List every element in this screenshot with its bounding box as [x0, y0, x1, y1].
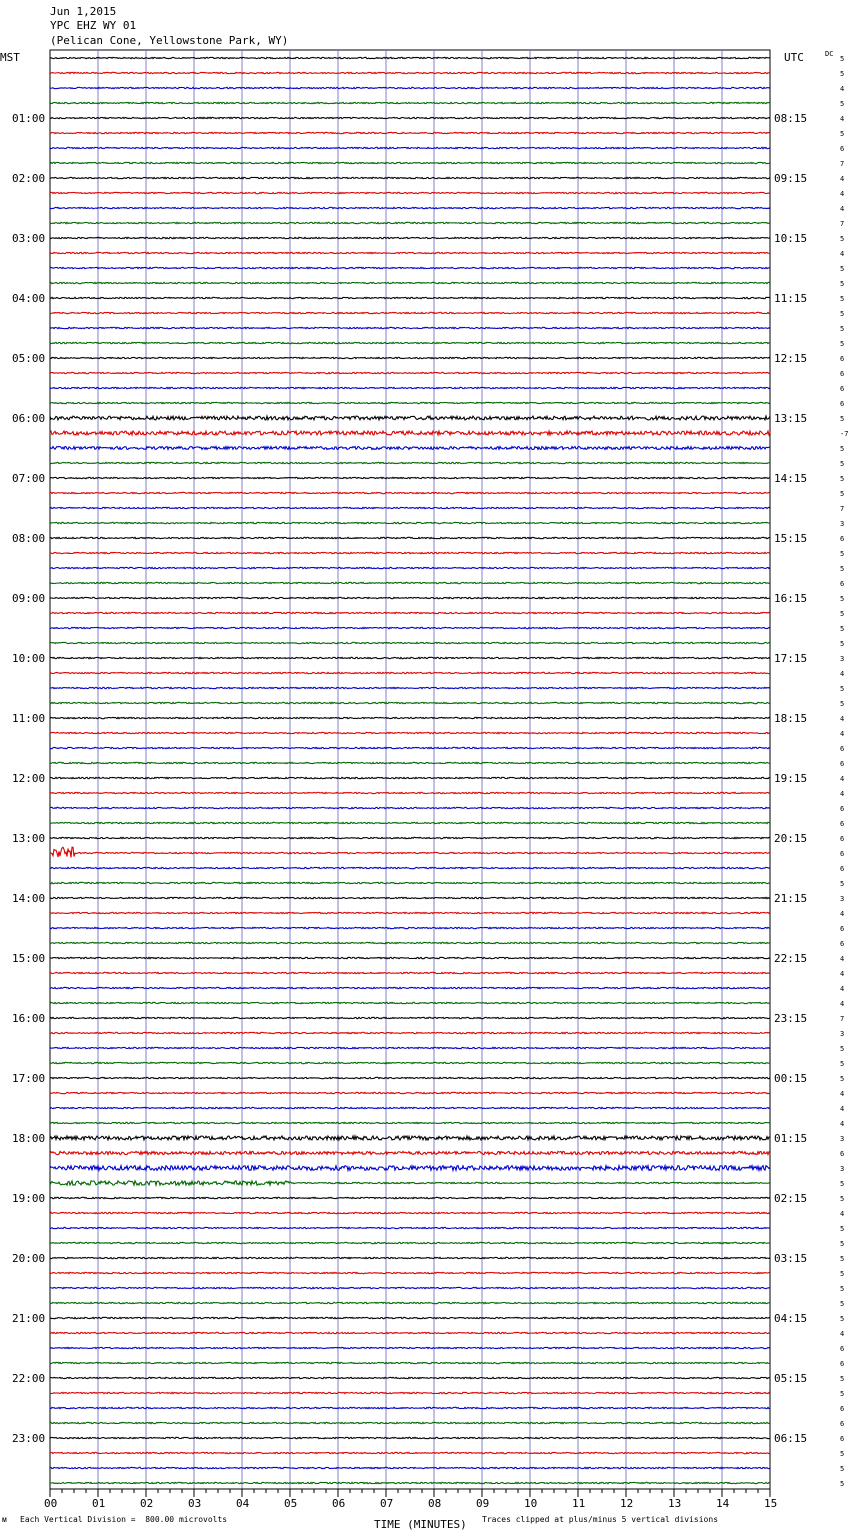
- right-axis-title: UTC: [784, 51, 804, 64]
- dc-offset-label: 5: [840, 460, 845, 468]
- seismic-trace: [50, 567, 770, 568]
- seismic-trace: [50, 1272, 770, 1273]
- seismic-trace: [50, 1181, 770, 1185]
- dc-offset-label: 6: [840, 1435, 845, 1443]
- seismic-trace: [50, 762, 770, 763]
- dc-offset-label: 6: [840, 940, 845, 948]
- seismic-trace: [50, 1422, 770, 1423]
- dc-offset-label: 5: [840, 1270, 845, 1278]
- seismic-trace: [50, 627, 770, 628]
- mst-hour-label: 19:00: [12, 1192, 46, 1205]
- seismic-trace: [50, 1302, 770, 1303]
- dc-offset-label: 6: [840, 370, 845, 378]
- seismic-trace: [50, 132, 770, 133]
- dc-offset-label: 5: [840, 1480, 845, 1488]
- dc-offset-label: 4: [840, 85, 845, 93]
- location-title: (Pelican Cone, Yellowstone Park, WY): [50, 34, 289, 47]
- utc-hour-label: 01:15: [774, 1132, 808, 1145]
- utc-hour-label: 17:15: [774, 652, 808, 665]
- mst-hour-label: 09:00: [12, 592, 46, 605]
- dc-offset-label: 6: [840, 145, 845, 153]
- dc-offset-label: 6: [840, 385, 845, 393]
- dc-offset-label: 5: [840, 640, 845, 648]
- seismic-trace: [50, 1062, 770, 1063]
- dc-offset-label: 6: [840, 760, 845, 768]
- mst-hour-label: 05:00: [12, 352, 46, 365]
- seismic-trace: [50, 222, 770, 223]
- utc-hour-label: 22:15: [774, 952, 808, 965]
- dc-offset-label: 5: [840, 1225, 845, 1233]
- utc-hour-label: 16:15: [774, 592, 808, 605]
- dc-offset-label: -7: [840, 430, 849, 438]
- left-axis-title: MST: [0, 51, 20, 64]
- utc-hour-label: 00:15: [774, 1072, 808, 1085]
- seismic-trace: [50, 687, 770, 688]
- utc-hour-label: 12:15: [774, 352, 808, 365]
- seismic-trace: [50, 57, 770, 58]
- dc-offset-label: 6: [840, 850, 845, 858]
- dc-offset-label: 4: [840, 1330, 845, 1338]
- utc-hour-label: 23:15: [774, 1012, 808, 1025]
- dc-offset-label: 3: [840, 1135, 845, 1143]
- seismic-trace: [50, 1332, 770, 1333]
- seismic-trace: [50, 642, 770, 643]
- x-axis: [44, 1489, 777, 1510]
- seismic-trace: [50, 447, 770, 450]
- mst-hour-label: 22:00: [12, 1372, 46, 1385]
- seismic-trace: [50, 1377, 770, 1378]
- dc-offset-label: 5: [840, 70, 845, 78]
- seismic-trace: [50, 612, 770, 613]
- dc-offset-label: 6: [840, 580, 845, 588]
- mst-hour-label: 01:00: [12, 112, 46, 125]
- seismic-trace: [50, 597, 770, 598]
- clip-note: Traces clipped at plus/minus 5 vertical divisions: [482, 1515, 719, 1524]
- x-tick-label: 04: [236, 1497, 250, 1510]
- dc-offset-label: 7: [840, 220, 845, 228]
- dc-offset-label: 4: [840, 790, 845, 798]
- seismic-trace: [50, 702, 770, 703]
- dc-offset-label: 4: [840, 1105, 845, 1113]
- seismic-trace: [50, 297, 770, 298]
- seismic-trace: [50, 552, 770, 553]
- dc-offset-label: 4: [840, 985, 845, 993]
- dc-offset-label: 6: [840, 835, 845, 843]
- dc-offset-label: 5: [840, 1240, 845, 1248]
- seismic-trace: [50, 847, 770, 857]
- dc-offset-label: 5: [840, 685, 845, 693]
- dc-offset-label: 5: [840, 415, 845, 423]
- dc-offset-label: 6: [840, 1420, 845, 1428]
- dc-offset-label: 4: [840, 190, 845, 198]
- dc-offset-label: 4: [840, 1090, 845, 1098]
- seismic-trace: [50, 882, 770, 883]
- dc-offset-label: 7: [840, 1015, 845, 1023]
- mst-hour-label: 20:00: [12, 1252, 46, 1265]
- seismic-trace: [50, 1151, 770, 1154]
- seismic-trace: [50, 1392, 770, 1393]
- x-tick-label: 06: [332, 1497, 346, 1510]
- seismic-trace: [50, 282, 770, 283]
- dc-offset-label: 4: [840, 1210, 845, 1218]
- utc-hour-label: 21:15: [774, 892, 808, 905]
- date-title: Jun 1,2015: [50, 5, 117, 18]
- mst-hour-label: 17:00: [12, 1072, 46, 1085]
- x-tick-label: 03: [188, 1497, 202, 1510]
- seismic-trace: [50, 1287, 770, 1288]
- dc-offset-label: 3: [840, 895, 845, 903]
- seismic-trace: [50, 1092, 770, 1093]
- x-tick-label: 10: [524, 1497, 538, 1510]
- dc-offset-label: 5: [840, 565, 845, 573]
- dc-offset-label: 5: [840, 490, 845, 498]
- dc-offset-label: 4: [840, 775, 845, 783]
- dc-offset-label: 5: [840, 130, 845, 138]
- seismic-trace: [50, 957, 770, 958]
- seismic-trace: [50, 1362, 770, 1363]
- dc-offset-label: 5: [840, 625, 845, 633]
- dc-offset-label: 5: [840, 1390, 845, 1398]
- seismic-trace: [50, 372, 770, 373]
- seismic-trace: [50, 72, 770, 73]
- x-tick-label: 13: [668, 1497, 682, 1510]
- seismic-trace: [50, 537, 770, 538]
- seismic-trace: [50, 927, 770, 928]
- dc-offset-label: 3: [840, 655, 845, 663]
- mst-hour-label: 16:00: [12, 1012, 46, 1025]
- dc-offset-label: 4: [840, 730, 845, 738]
- x-tick-label: 14: [716, 1497, 730, 1510]
- dc-offset-label: 5: [840, 295, 845, 303]
- x-tick-label: 12: [620, 1497, 634, 1510]
- seismic-trace: [50, 1347, 770, 1348]
- seismic-trace: [50, 1212, 770, 1213]
- dc-offset-label: 3: [840, 1165, 845, 1173]
- seismic-trace: [50, 462, 770, 463]
- mst-hour-label: 12:00: [12, 772, 46, 785]
- x-tick-label: 11: [572, 1497, 586, 1510]
- mst-hour-label: 06:00: [12, 412, 46, 425]
- seismic-trace: [50, 1452, 770, 1453]
- mst-hour-label: 23:00: [12, 1432, 46, 1445]
- utc-hour-label: 20:15: [774, 832, 808, 845]
- seismic-trace: [50, 1257, 770, 1258]
- dc-offset-label: 4: [840, 1000, 845, 1008]
- dc-offset-label: 4: [840, 175, 845, 183]
- seismic-trace: [50, 807, 770, 808]
- seismic-trace: [50, 792, 770, 793]
- utc-hour-label: 15:15: [774, 532, 808, 545]
- mst-hour-label: 07:00: [12, 472, 46, 485]
- seismic-trace: [50, 897, 770, 898]
- seismic-trace: [50, 102, 770, 103]
- dc-offset-label: 6: [840, 1405, 845, 1413]
- utc-hour-label: 05:15: [774, 1372, 808, 1385]
- seismic-trace: [50, 431, 770, 435]
- seismic-trace: [50, 342, 770, 343]
- x-tick-label: 15: [764, 1497, 778, 1510]
- dc-offset-label: 5: [840, 1195, 845, 1203]
- x-tick-label: 09: [476, 1497, 490, 1510]
- x-tick-label: 05: [284, 1497, 298, 1510]
- utc-hour-label: 02:15: [774, 1192, 808, 1205]
- utc-hour-label: 19:15: [774, 772, 808, 785]
- seismic-trace: [50, 1077, 770, 1078]
- seismic-trace: [50, 942, 770, 943]
- dc-offset-label: 6: [840, 355, 845, 363]
- seismic-trace: [50, 177, 770, 178]
- dc-offset-label: 5: [840, 265, 845, 273]
- dc-offset-label: 4: [840, 955, 845, 963]
- seismic-trace: [50, 1107, 770, 1108]
- dc-offset-label: 4: [840, 115, 845, 123]
- seismic-trace: [50, 717, 770, 718]
- dc-offset-label: 5: [840, 475, 845, 483]
- utc-hour-label: 14:15: [774, 472, 808, 485]
- x-tick-label: 08: [428, 1497, 442, 1510]
- dc-offset-label: 5: [840, 1045, 845, 1053]
- dc-offset-label: 6: [840, 865, 845, 873]
- dc-offset-label: 6: [840, 1360, 845, 1368]
- dc-offset-label: 7: [840, 505, 845, 513]
- seismic-trace: [50, 357, 770, 358]
- seismic-trace: [50, 1166, 770, 1171]
- dc-offset-label: 3: [840, 1030, 845, 1038]
- utc-hour-label: 18:15: [774, 712, 808, 725]
- dc-offset-label: 7: [840, 160, 845, 168]
- seismic-trace: [50, 312, 770, 313]
- dc-offset-label: 6: [840, 820, 845, 828]
- seismic-trace: [50, 402, 770, 403]
- dc-offset-label: 5: [840, 340, 845, 348]
- dc-offset-label: 5: [840, 310, 845, 318]
- seismic-trace: [50, 1136, 770, 1140]
- utc-hour-label: 09:15: [774, 172, 808, 185]
- mst-hour-label: 18:00: [12, 1132, 46, 1145]
- utc-hour-label: 03:15: [774, 1252, 808, 1265]
- utc-hour-label: 13:15: [774, 412, 808, 425]
- dc-offset-label: 6: [840, 745, 845, 753]
- seismic-trace: [50, 1197, 770, 1198]
- seismic-trace: [50, 252, 770, 253]
- dc-title: DC: [825, 50, 834, 58]
- seismic-trace: [50, 1242, 770, 1243]
- dc-offset-label: 5: [840, 1465, 845, 1473]
- dc-offset-label: 4: [840, 910, 845, 918]
- seismic-trace: [50, 522, 770, 523]
- mst-hour-label: 02:00: [12, 172, 46, 185]
- dc-offset-label: 5: [840, 610, 845, 618]
- seismic-trace: [50, 1482, 770, 1483]
- dc-offset-label: 5: [840, 1375, 845, 1383]
- seismic-trace: [50, 416, 770, 420]
- seismic-trace: [50, 237, 770, 238]
- seismic-trace: [50, 837, 770, 838]
- seismic-trace: [50, 1227, 770, 1228]
- division-note: Each Vertical Division = 800.00 microvolts: [20, 1515, 228, 1524]
- dc-offset-label: 6: [840, 805, 845, 813]
- x-tick-label: 00: [44, 1497, 58, 1510]
- mst-hour-label: 10:00: [12, 652, 46, 665]
- mst-hour-label: 13:00: [12, 832, 46, 845]
- dc-offset-label: 6: [840, 400, 845, 408]
- dc-offset-label: 5: [840, 1060, 845, 1068]
- mst-hour-label: 15:00: [12, 952, 46, 965]
- mst-hour-label: 03:00: [12, 232, 46, 245]
- dc-offset-label: 6: [840, 1150, 845, 1158]
- dc-offset-label: 5: [840, 700, 845, 708]
- seismic-trace: [50, 1437, 770, 1438]
- x-tick-label: 07: [380, 1497, 394, 1510]
- x-tick-label: 02: [140, 1497, 154, 1510]
- utc-hour-label: 10:15: [774, 232, 808, 245]
- seismic-trace: [50, 192, 770, 193]
- dc-offset-label: 5: [840, 1075, 845, 1083]
- dc-offset-label: 4: [840, 970, 845, 978]
- seismic-trace: [50, 1317, 770, 1318]
- footer-marker: ᴍ: [2, 1515, 7, 1524]
- seismic-trace: [50, 672, 770, 673]
- dc-offset-label: 6: [840, 925, 845, 933]
- dc-offset-label: 6: [840, 535, 845, 543]
- seismic-trace: [50, 492, 770, 493]
- seismic-trace: [50, 732, 770, 733]
- seismic-trace: [50, 822, 770, 823]
- dc-offset-label: 5: [840, 1450, 845, 1458]
- seismic-trace: [50, 327, 770, 328]
- seismic-trace: [50, 1122, 770, 1123]
- seismic-trace: [50, 867, 770, 868]
- seismic-trace: [50, 1047, 770, 1048]
- dc-offset-label: 4: [840, 715, 845, 723]
- dc-offset-label: 4: [840, 670, 845, 678]
- dc-offset-label: 5: [840, 1300, 845, 1308]
- dc-offset-label: 5: [840, 235, 845, 243]
- dc-offset-label: 5: [840, 325, 845, 333]
- mst-hour-label: 04:00: [12, 292, 46, 305]
- utc-hour-label: 11:15: [774, 292, 808, 305]
- seismic-trace: [50, 1407, 770, 1408]
- utc-hour-label: 06:15: [774, 1432, 808, 1445]
- seismic-trace: [50, 507, 770, 508]
- trace-group: [50, 55, 848, 1488]
- utc-hour-label: 04:15: [774, 1312, 808, 1325]
- seismic-trace: [50, 87, 770, 88]
- dc-offset-label: 5: [840, 1180, 845, 1188]
- utc-hour-label: 08:15: [774, 112, 808, 125]
- mst-hour-label: 14:00: [12, 892, 46, 905]
- seismic-trace: [50, 477, 770, 478]
- dc-offset-label: 5: [840, 550, 845, 558]
- mst-hour-label: 11:00: [12, 712, 46, 725]
- dc-offset-label: 5: [840, 595, 845, 603]
- seismic-trace: [50, 1002, 770, 1003]
- mst-hour-label: 21:00: [12, 1312, 46, 1325]
- seismic-trace: [50, 207, 770, 208]
- dc-offset-label: 5: [840, 445, 845, 453]
- seismic-trace: [50, 972, 770, 973]
- dc-offset-label: 6: [840, 1345, 845, 1353]
- seismic-trace: [50, 582, 770, 583]
- x-tick-label: 01: [92, 1497, 106, 1510]
- seismic-trace: [50, 987, 770, 988]
- seismic-trace: [50, 1467, 770, 1468]
- seismic-trace: [50, 912, 770, 913]
- dc-offset-label: 5: [840, 880, 845, 888]
- dc-offset-label: 4: [840, 250, 845, 258]
- dc-offset-label: 4: [840, 205, 845, 213]
- dc-offset-label: 5: [840, 1315, 845, 1323]
- seismic-trace: [50, 777, 770, 778]
- x-axis-label: TIME (MINUTES): [374, 1518, 467, 1531]
- dc-offset-label: 5: [840, 1285, 845, 1293]
- seismic-trace: [50, 117, 770, 118]
- dc-offset-label: 5: [840, 1255, 845, 1263]
- dc-offset-label: 5: [840, 280, 845, 288]
- seismic-trace: [50, 162, 770, 163]
- seismic-trace: [50, 147, 770, 148]
- seismic-trace: [50, 267, 770, 268]
- seismic-trace: [50, 1032, 770, 1033]
- dc-offset-label: 3: [840, 520, 845, 528]
- seismic-trace: [50, 1017, 770, 1018]
- seismic-trace: [50, 387, 770, 388]
- dc-offset-label: 4: [840, 1120, 845, 1128]
- dc-offset-label: 5: [840, 55, 845, 63]
- station-title: YPC EHZ WY 01: [50, 19, 137, 32]
- dc-offset-label: 5: [840, 100, 845, 108]
- seismic-trace: [50, 747, 770, 748]
- seismic-trace: [50, 657, 770, 658]
- mst-hour-label: 08:00: [12, 532, 46, 545]
